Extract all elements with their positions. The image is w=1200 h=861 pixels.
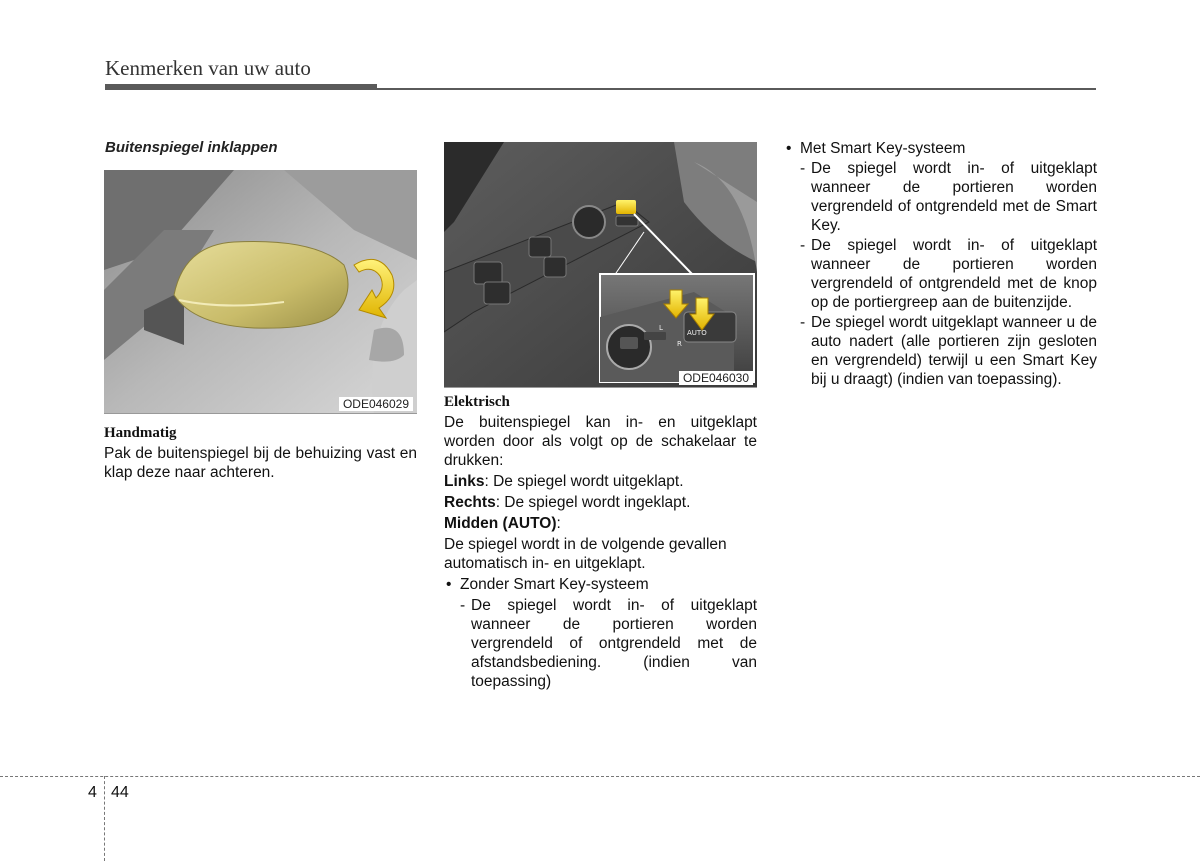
electric-intro: De buitenspiegel kan in- en uitgeklapt worden door als volgt op de schakelaar te drukken: — [444, 414, 757, 469]
rechts-line — [444, 493, 757, 512]
footer-rule — [0, 776, 1200, 777]
switch-label-auto: AUTO — [687, 329, 707, 337]
midden-line — [444, 514, 757, 533]
dash-item: - De spiegel wordt in- of uitgeklapt wanneer de portieren worden vergrendeld of ontgrendeld met de knop op de portiergreep aan de buitenzijde. — [800, 237, 1097, 311]
links-label: Links — [444, 473, 485, 490]
figure-mirror-fold — [104, 170, 417, 414]
electric-section — [444, 394, 757, 691]
auto-text: De spiegel wordt in de volgende gevallen automatisch in- en uitgeklapt. — [444, 536, 727, 572]
links-line — [444, 472, 757, 491]
switch-illustration — [444, 142, 757, 388]
links-text: : De spiegel wordt uitgeklapt. — [484, 473, 684, 490]
header-rule-thin — [377, 88, 1096, 90]
midden-text: : — [556, 515, 561, 532]
dash-text: De spiegel wordt in- of uitgeklapt wanneer de portieren worden vergrendeld of ontgrendeld met de afstandsbediening. (indien van toepassing) — [471, 597, 757, 690]
manual-text: Pak de buitenspiegel bij de behuizing vast en klap deze naar achteren. — [104, 445, 417, 481]
page-number: 44 — [111, 784, 129, 801]
figure-code: ODE046029 — [339, 397, 413, 411]
dash-text: De spiegel wordt uitgeklapt wanneer u de auto nadert (alle portieren zijn gesloten en vergrendeld) terwijl u een Smart Key bij u draagt) (indien van toepassing). — [811, 314, 1097, 388]
switch-label-l: L — [659, 324, 663, 332]
figure-mirror-switch — [444, 142, 757, 388]
page-chapter-number: 4 — [88, 784, 97, 801]
section-title: Buitenspiegel inklappen — [105, 139, 278, 156]
dash-item: - De spiegel wordt uitgeklapt wanneer u de auto nadert (alle portieren zijn gesloten en vergrendeld) terwijl u een Smart Key bij u draagt) (indien van toepassing). — [800, 314, 1097, 388]
electric-heading: Elektrisch — [444, 394, 510, 410]
midden-label: Midden (AUTO) — [444, 515, 557, 532]
dash-text: De spiegel wordt in- of uitgeklapt wanneer de portieren worden vergrendeld of ontgrendeld met de knop op de portiergreep aan de buitenzijde. — [811, 237, 1097, 311]
manual-section — [104, 425, 417, 482]
mirror-illustration — [104, 170, 417, 414]
dash-item: - De spiegel wordt in- of uitgeklapt wanneer de portieren worden vergrendeld of ontgrendeld met de Smart Key. — [800, 160, 1097, 234]
rechts-text: : De spiegel wordt ingeklapt. — [495, 494, 691, 511]
dash-item: - De spiegel wordt in- of uitgeklapt wanneer de portieren worden vergrendeld of ontgrendeld met de afstandsbediening. (indien van toepassing) — [460, 597, 757, 690]
header-title: Kenmerken van uw auto — [105, 56, 311, 80]
dash-text: De spiegel wordt in- of uitgeklapt wanneer de portieren worden vergrendeld of ontgrendeld met de Smart Key. — [811, 160, 1097, 234]
header-rule-thick — [105, 84, 377, 90]
rechts-label: Rechts — [444, 494, 496, 511]
manual-heading: Handmatig — [104, 425, 177, 441]
figure-code: ODE046030 — [679, 371, 753, 385]
bullet-with-key: • Met Smart Key-systeem — [784, 139, 1097, 158]
footer-vertical-rule — [104, 776, 105, 861]
bullet-without-key: • Zonder Smart Key-systeem — [444, 575, 757, 594]
smart-key-section — [784, 139, 1097, 389]
switch-label-r: R — [677, 340, 682, 348]
